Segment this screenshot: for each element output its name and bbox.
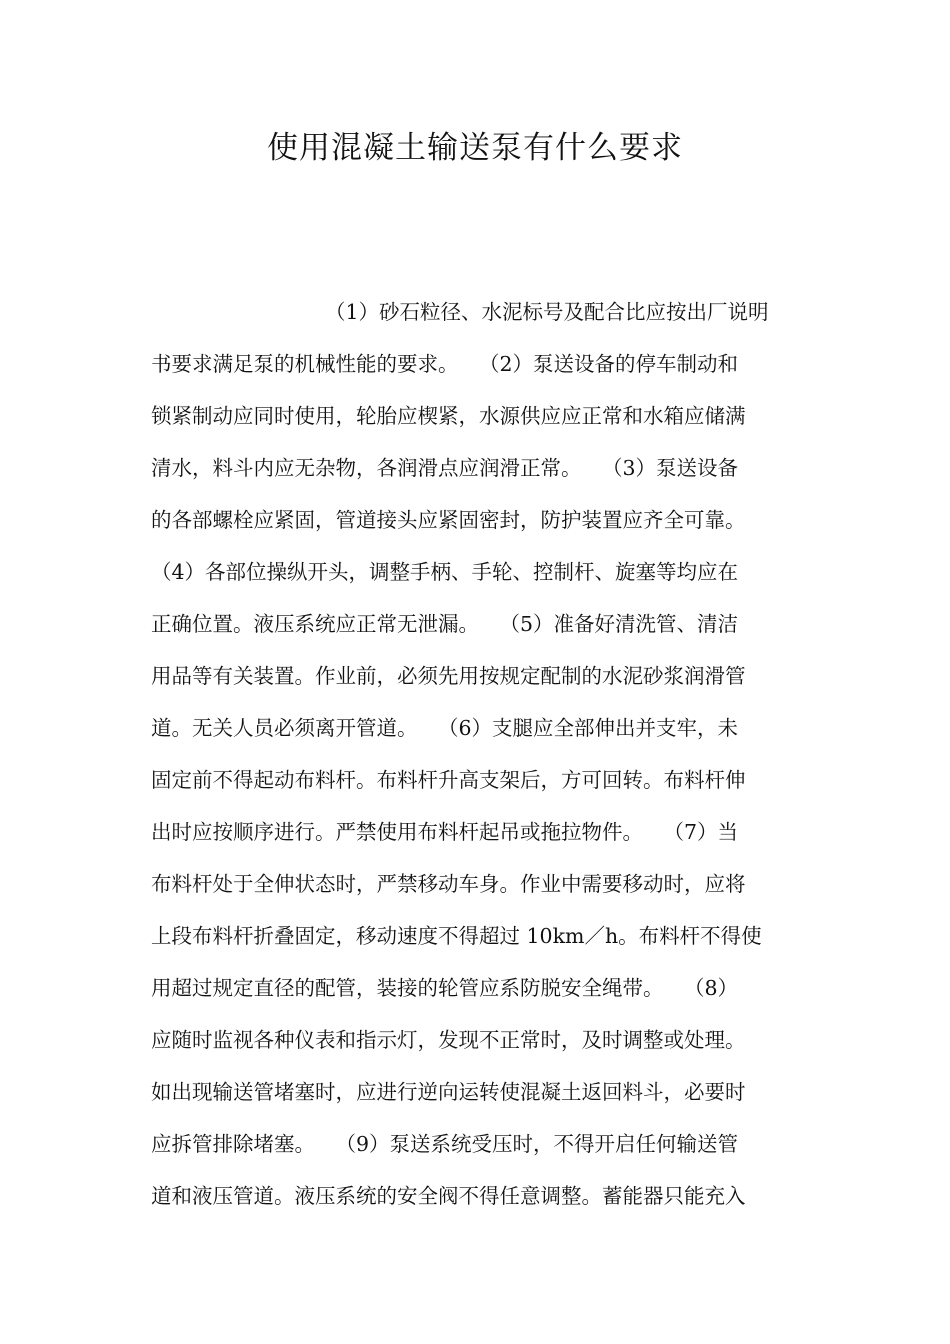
body-line: 书要求满足泵的机械性能的要求。 （2）泵送设备的停车制动和 — [151, 352, 739, 376]
body-line: 如出现输送管堵塞时，应进行逆向运转使混凝土返回料斗，必要时 — [151, 1080, 746, 1104]
body-line: 出时应按顺序进行。严禁使用布料杆起吊或拖拉物件。 （7）当 — [151, 820, 739, 844]
body-line: 道和液压管道。液压系统的安全阀不得任意调整。蓄能器只能充入 — [151, 1184, 746, 1208]
document-title: 使用混凝土输送泵有什么要求 — [267, 130, 683, 166]
body-line: 道。无关人员必须离开管道。 （6）支腿应全部伸出并支牢，未 — [151, 716, 739, 740]
body-line: 应拆管排除堵塞。 （9）泵送系统受压时，不得开启任何输送管 — [151, 1132, 739, 1156]
body-line: 上段布料杆折叠固定，移动速度不得超过 10km／h。布料杆不得使 — [151, 924, 762, 948]
document-body — [151, 286, 801, 1222]
body-line: 用超过规定直径的配管，装接的轮管应系防脱安全绳带。 （8） — [151, 976, 739, 1000]
body-line: 应随时监视各种仪表和指示灯，发现不正常时，及时调整或处理。 — [151, 1028, 746, 1052]
body-line: （4）各部位操纵开头，调整手柄、手轮、控制杆、旋塞等均应在 — [151, 560, 739, 584]
body-line: 固定前不得起动布料杆。布料杆升高支架后，方可回转。布料杆伸 — [151, 768, 746, 792]
body-line: 清水，料斗内应无杂物，各润滑点应润滑正常。 （3）泵送设备 — [151, 456, 739, 480]
body-line: 布料杆处于全伸状态时，严禁移动车身。作业中需要移动时，应将 — [151, 872, 746, 896]
body-line: 锁紧制动应同时使用，轮胎应楔紧，水源供应应正常和水箱应储满 — [151, 404, 746, 428]
body-line: 用品等有关装置。作业前，必须先用按规定配制的水泥砂浆润滑管 — [151, 664, 746, 688]
body-line: （1）砂石粒径、水泥标号及配合比应按出厂说明 — [325, 300, 769, 324]
body-line: 正确位置。液压系统应正常无泄漏。 （5）准备好清洗管、清洁 — [151, 612, 739, 636]
body-line: 的各部螺栓应紧固，管道接头应紧固密封，防护装置应齐全可靠。 — [151, 508, 746, 532]
